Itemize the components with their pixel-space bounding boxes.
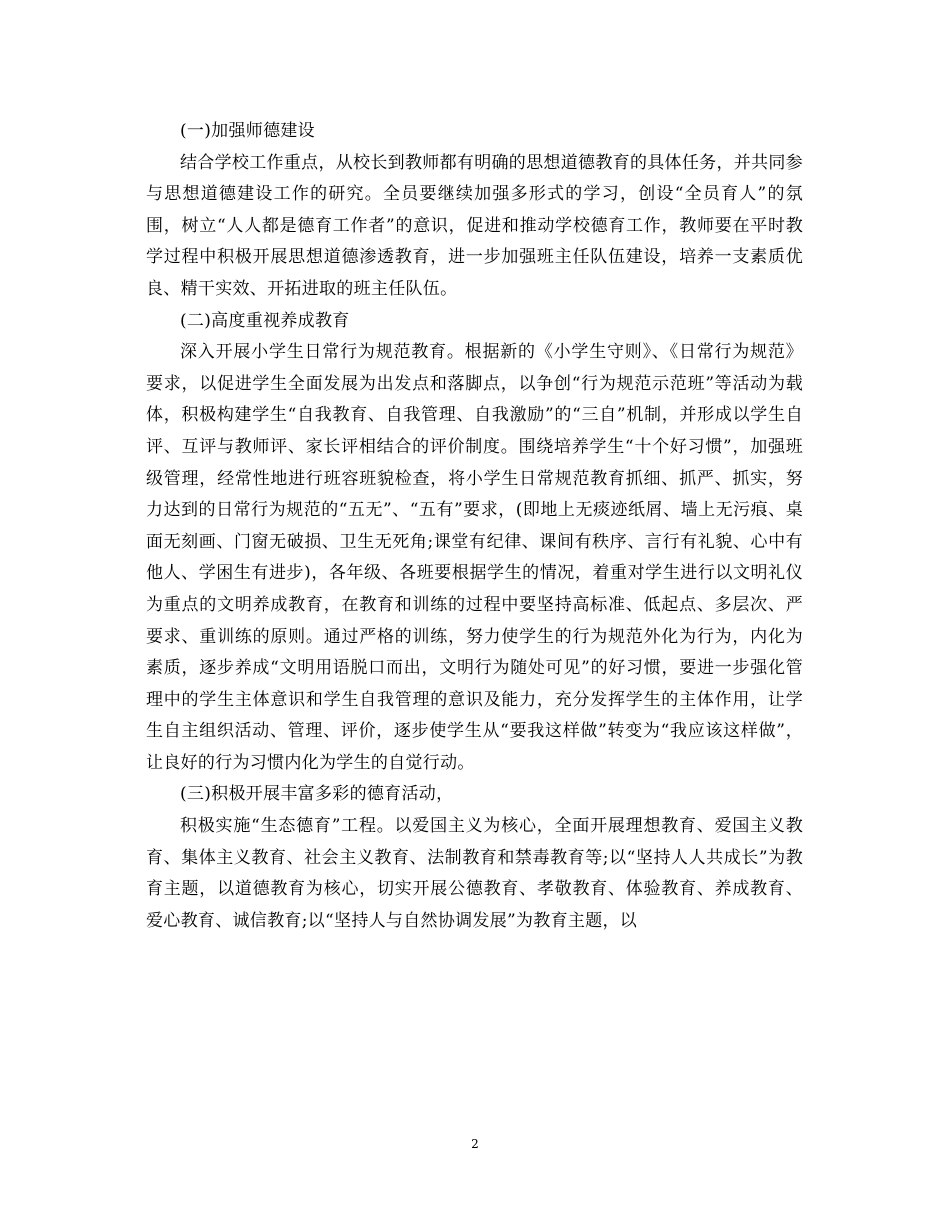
section-body-3: 积极实施“生态德育”工程。以爱国主义为核心，全面开展理想教育、爱国主义教育、集体主义教育、社会主义教育、法制教育和禁毒教育等;以“坚持人人共成长”为教育主题，以道德教育为核心，切实开展公德教育、孝敬教育、体验教育、养成教育、爱心教育、诚信教育;以“坚持人与自然协调发展”为教育主题，以 (146, 816, 803, 931)
section-heading-1: (一)加强师德建设 (180, 121, 315, 141)
section-body-2: 深入开展小学生日常行为规范教育。根据新的《小学生守则》、《日常行为规范》要求，以促进学生全面发展为出发点和落脚点，以争创“行为规范示范班”等活动为载体，积极构建学生“自我教育、自我管理、自我激励”的“三自”机制，并形成以学生自评、互评与教师评、家长评相结合的评价制度。围绕培养学生“十个好习惯”，加强班级管理，经常性地进行班容班貌检查，将小学生日常规范教育抓细、抓严、抓实，努力达到的日常行为规范的“五无”、“五有”要求，(即地上无痰迹纸屑、墙上无污痕、桌面无刻画、门窗无破损、卫生无死角;课堂有纪律、课间有秩序、言行有礼貌、心中有他人、学困生有进步)，各年级、各班要根据学生的情况，着重对学生进行以文明礼仪为重点的文明养成教育，在教育和训练的过程中要坚持高标准、低起点、多层次、严要求、重训练的原则。通过严格的训练，努力使学生的行为规范外化为行为，内化为素质，逐步养成“文明用语脱口而出，文明行为随处可见”的好习惯，要进一步强化管理中的学生主体意识和学生自我管理的意识及能力，充分发挥学生的主体作用，让学生自主组织活动、管理、评价，逐步使学生从“要我这样做”转变为“我应该这样做”，让良好的行为习惯内化为学生的自觉行动。 (146, 342, 803, 773)
page-number: 2 (471, 1137, 479, 1151)
section-heading-2: (二)高度重视养成教育 (180, 310, 350, 331)
section-heading-3: (三)积极开展丰富多彩的德育活动， (180, 784, 454, 805)
section-body-1: 结合学校工作重点，从校长到教师都有明确的思想道德教育的具体任务，并共同参与思想道德建设工作的研究。全员要继续加强多形式的学习，创设“全员育人”的氛围，树立“人人都是德育工作者”的意识，促进和推动学校德育工作，教师要在平时教学过程中积极开展思想道德渗透教育，进一步加强班主任队伍建设，培养一支素质优良、精干实效、开拓进取的班主任队伍。 (146, 152, 803, 299)
page-content (146, 116, 803, 937)
